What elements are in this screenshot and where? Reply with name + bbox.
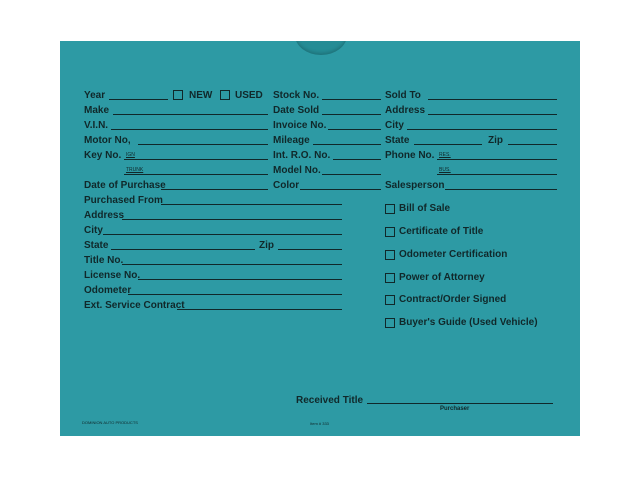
- field-invoice-no[interactable]: [328, 129, 381, 130]
- checkbox-power-of-attorney[interactable]: [385, 273, 395, 283]
- label-purchaser: Purchaser: [440, 406, 470, 412]
- thumb-notch: [295, 41, 347, 55]
- label-received-title: Received Title: [296, 395, 364, 406]
- label-date-sold: Date Sold: [273, 105, 320, 116]
- checkbox-contract-order-signed[interactable]: [385, 295, 395, 305]
- field-phone-res[interactable]: [437, 159, 557, 160]
- label-contract-order-signed: Contract/Order Signed: [399, 294, 507, 305]
- label-date-of-purchase: Date of Purchase: [84, 180, 166, 191]
- label-buyers-guide: Buyer's Guide (Used Vehicle): [399, 317, 538, 328]
- field-title-no[interactable]: [122, 264, 342, 265]
- label-zip: Zip: [259, 240, 274, 251]
- field-ext-service-contract[interactable]: [177, 309, 342, 310]
- field-address-buyer[interactable]: [428, 114, 557, 115]
- field-city[interactable]: [103, 234, 342, 235]
- field-mileage[interactable]: [313, 144, 381, 145]
- field-odometer[interactable]: [128, 294, 342, 295]
- label-certificate-of-title: Certificate of Title: [399, 226, 484, 237]
- checkbox-odometer-certification[interactable]: [385, 250, 395, 260]
- label-state: State: [84, 240, 109, 251]
- field-state-buyer[interactable]: [414, 144, 482, 145]
- field-model-no[interactable]: [322, 174, 381, 175]
- label-address-buyer: Address: [385, 105, 426, 116]
- field-date-of-purchase[interactable]: [161, 189, 268, 190]
- field-motor-no[interactable]: [138, 144, 268, 145]
- checkbox-buyers-guide[interactable]: [385, 318, 395, 328]
- footer-item-number: Item # 333: [310, 421, 329, 426]
- label-title-no: Title No.: [84, 255, 124, 266]
- field-color[interactable]: [300, 189, 381, 190]
- label-zip-buyer: Zip: [488, 135, 503, 146]
- checkbox-new[interactable]: [173, 90, 183, 100]
- field-state[interactable]: [111, 249, 255, 250]
- label-state-buyer: State: [385, 135, 410, 146]
- label-bill-of-sale: Bill of Sale: [399, 203, 451, 214]
- label-mileage: Mileage: [273, 135, 310, 146]
- field-date-sold[interactable]: [322, 114, 381, 115]
- field-phone-bus[interactable]: [437, 174, 557, 175]
- label-used: USED: [235, 90, 263, 101]
- field-address[interactable]: [122, 219, 342, 220]
- checkbox-certificate-of-title[interactable]: [385, 227, 395, 237]
- label-address: Address: [84, 210, 125, 221]
- field-zip[interactable]: [278, 249, 342, 250]
- label-year: Year: [84, 90, 106, 101]
- footer-brand: DOMINION AUTO PRODUCTS: [82, 420, 138, 425]
- label-model-no: Model No.: [273, 165, 321, 176]
- deal-jacket-form: [60, 41, 580, 436]
- field-key-trunk[interactable]: [124, 174, 268, 175]
- label-city: City: [84, 225, 103, 236]
- label-ign: IGN: [126, 152, 135, 158]
- label-int-ro-no: Int. R.O. No.: [273, 150, 331, 161]
- label-ext-service-contract: Ext. Service Contract: [84, 300, 185, 311]
- checkbox-used[interactable]: [220, 90, 230, 100]
- label-invoice-no: Invoice No.: [273, 120, 327, 131]
- field-year[interactable]: [109, 99, 168, 100]
- field-city-buyer[interactable]: [407, 129, 557, 130]
- label-salesperson: Salesperson: [385, 180, 445, 191]
- label-key-no: Key No.: [84, 150, 122, 161]
- field-received-title[interactable]: [367, 403, 553, 404]
- label-new: NEW: [189, 90, 213, 101]
- label-trunk: TRUNK: [126, 167, 144, 173]
- label-stock-no: Stock No.: [273, 90, 320, 101]
- label-license-no: License No.: [84, 270, 141, 281]
- field-salesperson[interactable]: [445, 189, 557, 190]
- label-vin: V.I.N.: [84, 120, 109, 131]
- field-purchased-from[interactable]: [161, 204, 342, 205]
- field-int-ro-no[interactable]: [333, 159, 381, 160]
- field-stock-no[interactable]: [322, 99, 381, 100]
- label-bus: BUS.: [439, 167, 451, 173]
- label-city-buyer: City: [385, 120, 404, 131]
- label-make: Make: [84, 105, 110, 116]
- field-sold-to[interactable]: [428, 99, 557, 100]
- label-color: Color: [273, 180, 300, 191]
- label-odometer-certification: Odometer Certification: [399, 249, 508, 260]
- label-power-of-attorney: Power of Attorney: [399, 272, 485, 283]
- checkbox-bill-of-sale[interactable]: [385, 204, 395, 214]
- field-key-ign[interactable]: [124, 159, 268, 160]
- label-purchased-from: Purchased From: [84, 195, 163, 206]
- field-vin[interactable]: [111, 129, 268, 130]
- field-make[interactable]: [113, 114, 268, 115]
- label-sold-to: Sold To: [385, 90, 421, 101]
- field-zip-buyer[interactable]: [508, 144, 557, 145]
- label-motor-no: Motor No,: [84, 135, 131, 146]
- field-license-no[interactable]: [138, 279, 342, 280]
- label-odometer: Odometer: [84, 285, 132, 296]
- label-res: RES.: [439, 152, 451, 158]
- label-phone-no: Phone No.: [385, 150, 435, 161]
